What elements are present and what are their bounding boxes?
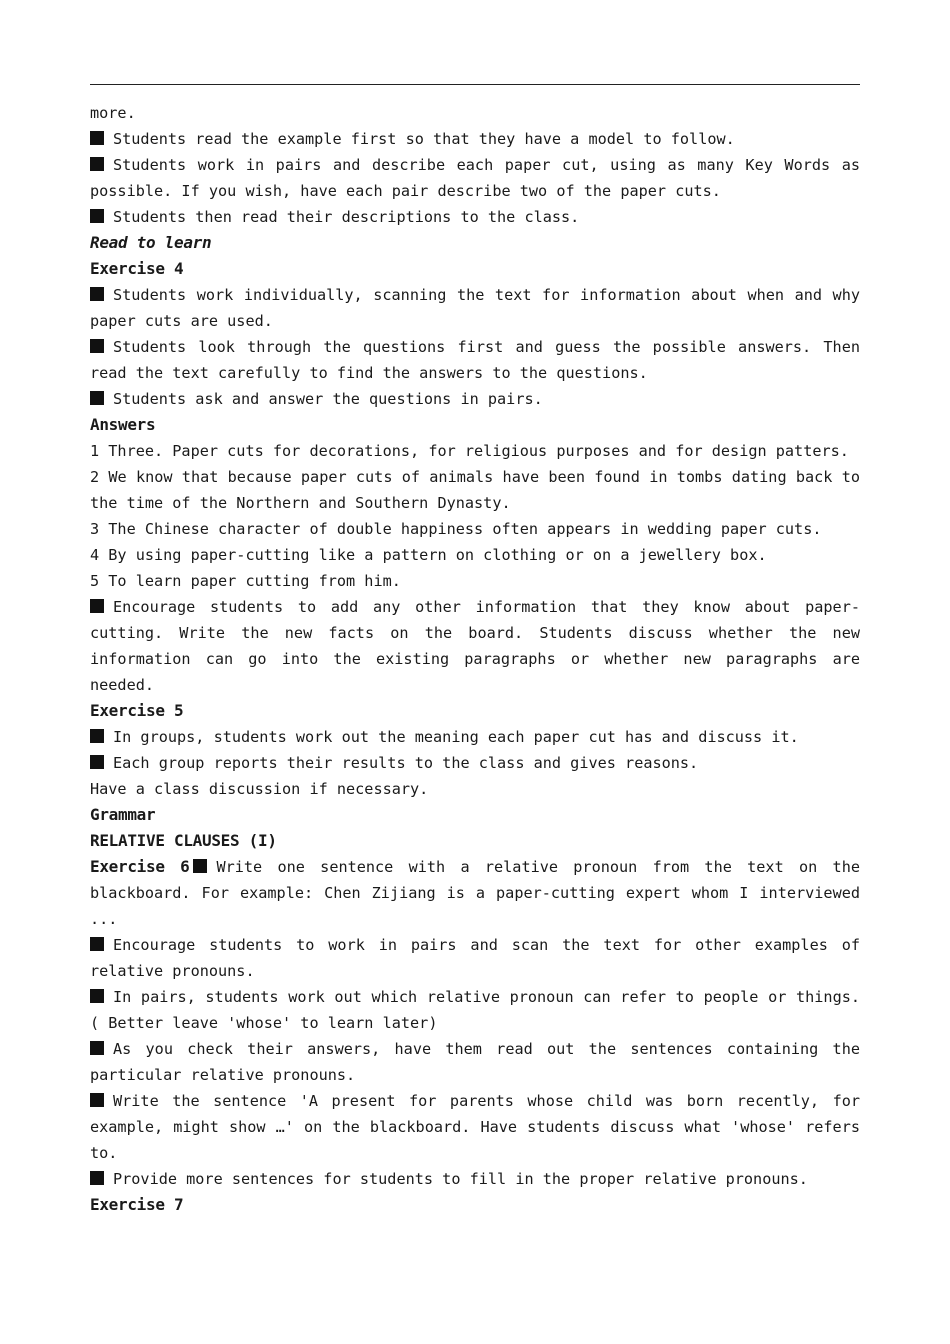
paragraph-text: Each group reports their results to the class and gives reasons. [113, 754, 699, 772]
bullet-paragraph [90, 594, 860, 698]
square-bullet-icon [90, 131, 104, 145]
bullet-paragraph [90, 204, 860, 230]
paragraph-text: Students work individually, scanning the text for information about when and why paper cuts are used. [90, 286, 860, 330]
bullet-paragraph [90, 386, 860, 412]
text-paragraph: 3 The Chinese character of double happiness often appears in wedding paper cuts. [90, 520, 822, 538]
paragraph-text: Encourage students to add any other information that they know about paper-cutting. Write the new facts on the board. Students discuss whether the new information can go into the existing paragraphs or whether new paragraphs are needed. [90, 598, 860, 694]
square-bullet-icon [90, 937, 104, 951]
bullet-paragraph [90, 1166, 860, 1192]
square-bullet-icon [90, 1171, 104, 1185]
square-bullet-icon [90, 1041, 104, 1055]
text-paragraph: 4 By using paper-cutting like a pattern on clothing or on a jewellery box. [90, 546, 767, 564]
text-paragraph: 5 To learn paper cutting from him. [90, 572, 401, 590]
paragraph-text: Write one sentence with a relative pronoun from the text on the blackboard. For example: Chen Zijiang is a paper-cutting expert whom I interviewed ... [90, 858, 860, 928]
square-bullet-icon [90, 755, 104, 769]
section-heading: Exercise 7 [90, 1195, 184, 1214]
paragraph-text: In pairs, students work out which relative pronoun can refer to people or things. ( Better leave 'whose' to learn later) [90, 988, 860, 1032]
section-heading: Answers [90, 415, 156, 434]
square-bullet-icon [90, 391, 104, 405]
paragraph-text: As you check their answers, have them read out the sentences containing the particular relative pronouns. [90, 1040, 860, 1084]
paragraph-text: Provide more sentences for students to fill in the proper relative pronouns. [113, 1170, 808, 1188]
bullet-paragraph [90, 932, 860, 984]
bullet-paragraph [90, 724, 860, 750]
square-bullet-icon [90, 729, 104, 743]
document-body [90, 100, 860, 1218]
bullet-paragraph [90, 750, 860, 776]
section-heading: Read to learn [90, 233, 212, 252]
square-bullet-icon [90, 989, 104, 1003]
bullet-paragraph [90, 1088, 860, 1166]
paragraph-text: Students work in pairs and describe each paper cut, using as many Key Words as possible. If you wish, have each pair describe two of the paper cuts. [90, 156, 860, 200]
section-heading: Exercise 4 [90, 259, 184, 278]
section-heading: Grammar [90, 805, 156, 824]
bullet-paragraph [90, 334, 860, 386]
bullet-paragraph [90, 984, 860, 1036]
bullet-paragraph [90, 152, 860, 204]
square-bullet-icon [90, 339, 104, 353]
paragraph-text: Students read the example first so that they have a model to follow. [113, 130, 735, 148]
bullet-paragraph [90, 126, 860, 152]
text-paragraph: more. [90, 104, 136, 122]
square-bullet-icon [193, 859, 207, 873]
square-bullet-icon [90, 1093, 104, 1107]
text-paragraph: 2 We know that because paper cuts of animals have been found in tombs dating back to the time of the Northern and Southern Dynasty. [90, 468, 860, 512]
inline-heading: Exercise 6 [90, 857, 190, 876]
bullet-paragraph [90, 854, 860, 932]
square-bullet-icon [90, 209, 104, 223]
paragraph-text: Write the sentence 'A present for parents whose child was born recently, for example, might show …' on the blackboard. Have students discuss what 'whose' refers to. [90, 1092, 860, 1162]
header-rule [90, 84, 860, 85]
paragraph-text: Students look through the questions first and guess the possible answers. Then read the text carefully to find the answers to the questions. [90, 338, 860, 382]
bullet-paragraph [90, 1036, 860, 1088]
paragraph-text: In groups, students work out the meaning each paper cut has and discuss it. [113, 728, 799, 746]
paragraph-text: Students ask and answer the questions in pairs. [113, 390, 543, 408]
section-heading: Exercise 5 [90, 701, 184, 720]
text-paragraph: Have a class discussion if necessary. [90, 780, 429, 798]
square-bullet-icon [90, 287, 104, 301]
paragraph-text: Encourage students to work in pairs and scan the text for other examples of relative pronouns. [90, 936, 860, 980]
paragraph-text: Students then read their descriptions to the class. [113, 208, 580, 226]
square-bullet-icon [90, 157, 104, 171]
bullet-paragraph [90, 282, 860, 334]
section-heading: RELATIVE CLAUSES (I) [90, 831, 277, 850]
text-paragraph: 1 Three. Paper cuts for decorations, for religious purposes and for design patters. [90, 442, 849, 460]
square-bullet-icon [90, 599, 104, 613]
